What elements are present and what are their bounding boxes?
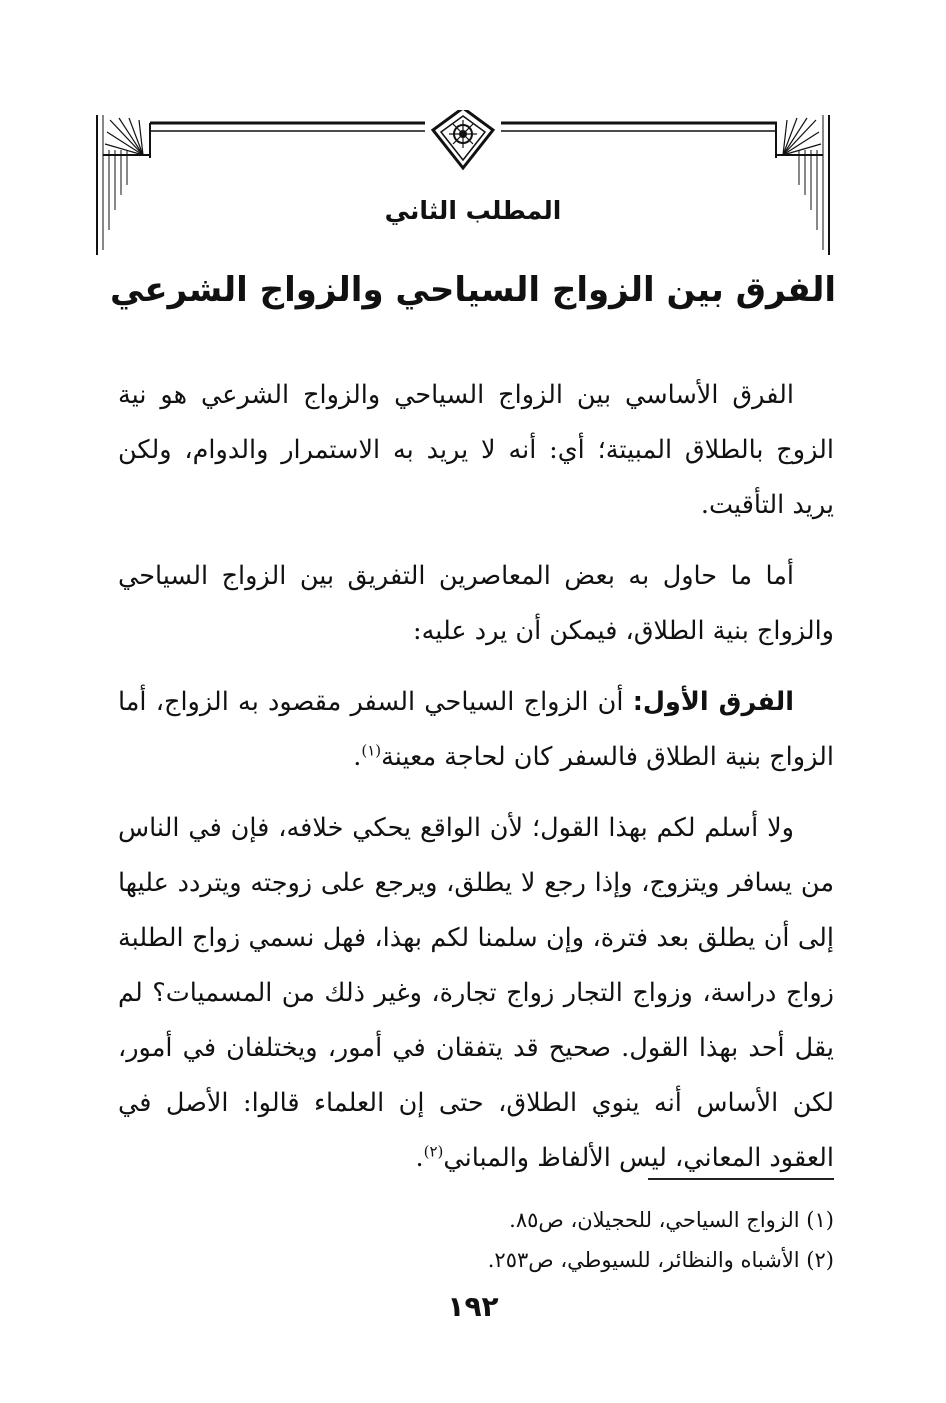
footnote-2: (٢) الأشباه والنظائر، للسيوطي، ص٢٥٣. — [487, 1248, 834, 1272]
footnote-1: (١) الزواج السياحي، للحجيلان، ص٨٥. — [509, 1208, 834, 1232]
footnote-ref-1[interactable]: (١) — [361, 741, 382, 760]
paragraph-4-end: . — [415, 1143, 424, 1173]
paragraph-1: الفرق الأساسي بين الزواج السياحي والزواج الشرعي هو نية الزوج بالطلاق المبيتة؛ أي: أنه لا يريد به الاستمرار والدوام، ولكن يريد التأقيت. — [118, 380, 834, 520]
paragraph-3-end: . — [353, 742, 362, 772]
footnote-ref-2[interactable]: (٢) — [423, 1142, 444, 1161]
page-number: ١٩٢ — [447, 1290, 499, 1323]
first-difference-label: الفرق الأول: — [632, 687, 794, 717]
page-title: الفرق بين الزواج السياحي والزواج الشرعي — [109, 270, 837, 310]
footnote-divider — [648, 1178, 834, 1180]
paragraph-4 — [118, 801, 834, 1186]
paragraph-2: أما ما حاول به بعض المعاصرين التفريق بين الزواج السياحي والزواج بنية الطلاق، فيمكن أن يرد عليه: — [118, 561, 834, 646]
ornamental-header-frame — [95, 110, 831, 260]
paragraph-4-text: ولا أسلم لكم بهذا القول؛ لأن الواقع يحكي خلافه، فإن في الناس من يسافر ويتزوج، وإذا رجع لا يطلق، ويرجع على زوجته ويتردد عليها إلى أن يطلق بعد فترة، وإن سلمنا لكم بهذا، فهل نسمي زواج الطلبة زواج دراسة، وزواج التجار زواج تجارة، وغير ذلك من المسميات؟ لم يقل أحد بهذا القول. صحيح قد يتفقان في أمور، ويختلفان في أمور، لكن الأساس أنه ينوي الطلاق، حتى إن العلماء قالوا: الأصل في العقود المعاني، ليس الألفاظ والمباني — [118, 813, 834, 1173]
paragraph-3 — [118, 675, 834, 785]
main-text — [118, 368, 834, 1202]
section-label: المطلب الثاني — [384, 196, 562, 225]
footnotes — [118, 1200, 834, 1280]
paragraph-3-text: أن الزواج السياحي السفر مقصود به الزواج، أما الزواج بنية الطلاق فالسفر كان لحاجة معينة — [118, 687, 834, 772]
